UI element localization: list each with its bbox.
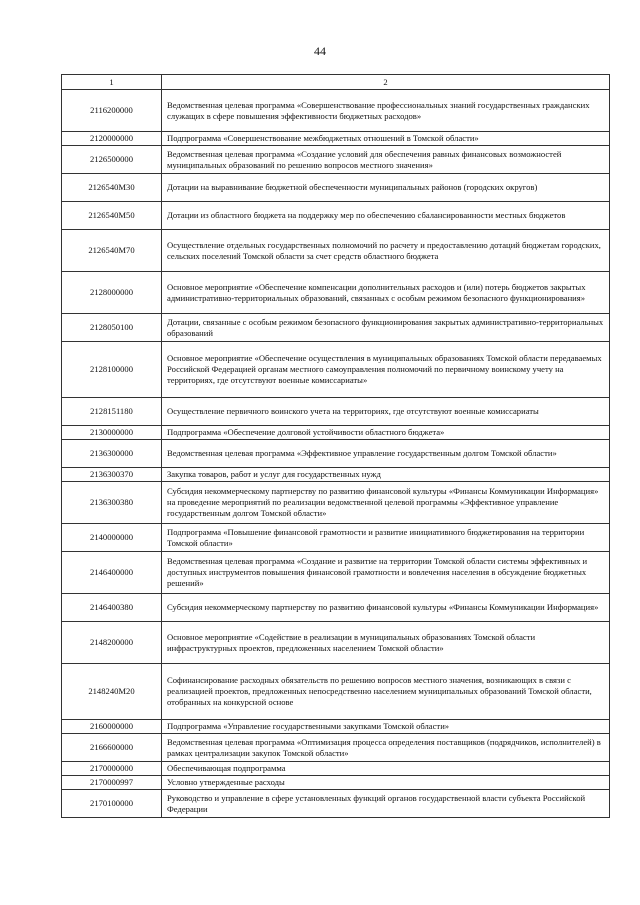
table-row [62, 440, 610, 468]
row-code: 2128050100 [62, 314, 162, 342]
row-code: 2170000997 [62, 776, 162, 790]
table-row [62, 426, 610, 440]
table-row [62, 720, 610, 734]
row-description: Осуществление отдельных государственных полномочий по расчету и предоставлению дотаций бюджетам городских, сельских поселений Томской области за счет средств областного бюджета [162, 230, 610, 272]
row-code: 2148240М20 [62, 664, 162, 720]
row-description: Ведомственная целевая программа «Создание и развитие на территории Томской области системы эффективных и доступных инструментов повышения финансовой грамотности и вовлечения населения в обсуждение бюджетных решений» [162, 552, 610, 594]
table-header-row [62, 75, 610, 90]
table-row [62, 202, 610, 230]
row-description: Руководство и управление в сфере установленных функций органов государственной власти субъекта Российской Федерации [162, 790, 610, 818]
row-code: 2128100000 [62, 342, 162, 398]
row-code: 2160000000 [62, 720, 162, 734]
row-code: 2146400380 [62, 594, 162, 622]
row-description: Основное мероприятие «Содействие в реализации в муниципальных образованиях Томской области инфраструктурных проектов, предложенных населением Томской области» [162, 622, 610, 664]
table-row [62, 146, 610, 174]
table-row [62, 664, 610, 720]
row-code: 2126540М30 [62, 174, 162, 202]
row-code: 2116200000 [62, 90, 162, 132]
row-code: 2166600000 [62, 734, 162, 762]
row-code: 2148200000 [62, 622, 162, 664]
budget-classification-table [61, 74, 610, 818]
row-code: 2140000000 [62, 524, 162, 552]
row-description: Дотации из областного бюджета на поддержку мер по обеспечению сбалансированности местных бюджетов [162, 202, 610, 230]
table-row [62, 776, 610, 790]
row-code: 2146400000 [62, 552, 162, 594]
table-row [62, 90, 610, 132]
row-description: Субсидия некоммерческому партнерству по развитию финансовой культуры «Финансы Коммуникации Информация» на проведение мероприятий по реализации ведомственной целевой программы «Эффективное управление государственным долгом Томской области» [162, 482, 610, 524]
row-code: 2136300000 [62, 440, 162, 468]
row-code: 2170000000 [62, 762, 162, 776]
table-row [62, 398, 610, 426]
table-row [62, 230, 610, 272]
table-row [62, 594, 610, 622]
row-description: Ведомственная целевая программа «Создание условий для обеспечения равных финансовых возможностей муниципальных образований по решению вопросов местного значения» [162, 146, 610, 174]
row-description: Дотации на выравнивание бюджетной обеспеченности муниципальных районов (городских округов) [162, 174, 610, 202]
row-code: 2128000000 [62, 272, 162, 314]
row-description: Софинансирование расходных обязательств по решению вопросов местного значения, возникающих в связи с реализацией проектов, предложенных непосредственно населением муниципальных образований Томской области, отобранных на конкурсной основе [162, 664, 610, 720]
row-code: 2120000000 [62, 132, 162, 146]
row-code: 2130000000 [62, 426, 162, 440]
row-code: 2136300380 [62, 482, 162, 524]
table-row [62, 790, 610, 818]
table-row [62, 132, 610, 146]
row-description: Ведомственная целевая программа «Эффективное управление государственным долгом Томской области» [162, 440, 610, 468]
table-row [62, 762, 610, 776]
row-code: 2126540М70 [62, 230, 162, 272]
table-row [62, 482, 610, 524]
row-description: Обеспечивающая подпрограмма [162, 762, 610, 776]
row-description: Подпрограмма «Повышение финансовой грамотности и развитие инициативного бюджетирования на территории Томской области» [162, 524, 610, 552]
row-code: 2136300370 [62, 468, 162, 482]
row-description: Дотации, связанные с особым режимом безопасного функционирования закрытых административно-территориальных образований [162, 314, 610, 342]
table-row [62, 174, 610, 202]
row-code: 2126500000 [62, 146, 162, 174]
row-code: 2170100000 [62, 790, 162, 818]
table-row [62, 342, 610, 398]
row-description: Осуществление первичного воинского учета на территориях, где отсутствуют военные комиссариаты [162, 398, 610, 426]
row-code: 2126540М50 [62, 202, 162, 230]
table-row [62, 524, 610, 552]
header-column-2: 2 [162, 75, 610, 90]
table-body [62, 75, 610, 818]
row-description: Условно утвержденные расходы [162, 776, 610, 790]
table-row [62, 468, 610, 482]
row-description: Основное мероприятие «Обеспечение компенсации дополнительных расходов и (или) потерь бюджетов закрытых административно-территориальных образований, связанных с особым режимом безопасного функционирования» [162, 272, 610, 314]
row-description: Основное мероприятие «Обеспечение осуществления в муниципальных образованиях Томской области передаваемых Российской Федерацией органам местного самоуправления полномочий по первичному воинскому учету на территориях, где отсутствуют военные комиссариаты» [162, 342, 610, 398]
row-description: Подпрограмма «Управление государственными закупками Томской области» [162, 720, 610, 734]
row-description: Закупка товаров, работ и услуг для государственных нужд [162, 468, 610, 482]
header-column-1: 1 [62, 75, 162, 90]
table-row [62, 622, 610, 664]
table-row [62, 314, 610, 342]
row-description: Подпрограмма «Совершенствование межбюджетных отношений в Томской области» [162, 132, 610, 146]
table-row [62, 552, 610, 594]
row-description: Подпрограмма «Обеспечение долговой устойчивости областного бюджета» [162, 426, 610, 440]
row-code: 2128151180 [62, 398, 162, 426]
table-row [62, 272, 610, 314]
page-number: 44 [314, 44, 326, 58]
row-description: Ведомственная целевая программа «Совершенствование профессиональных знаний государственных гражданских служащих в сфере повышения эффективности бюджетных расходов» [162, 90, 610, 132]
row-description: Субсидия некоммерческому партнерству по развитию финансовой культуры «Финансы Коммуникации Информация» [162, 594, 610, 622]
row-description: Ведомственная целевая программа «Оптимизация процесса определения поставщиков (подрядчиков, исполнителей) в рамках централизации закупок Томской области» [162, 734, 610, 762]
table-row [62, 734, 610, 762]
